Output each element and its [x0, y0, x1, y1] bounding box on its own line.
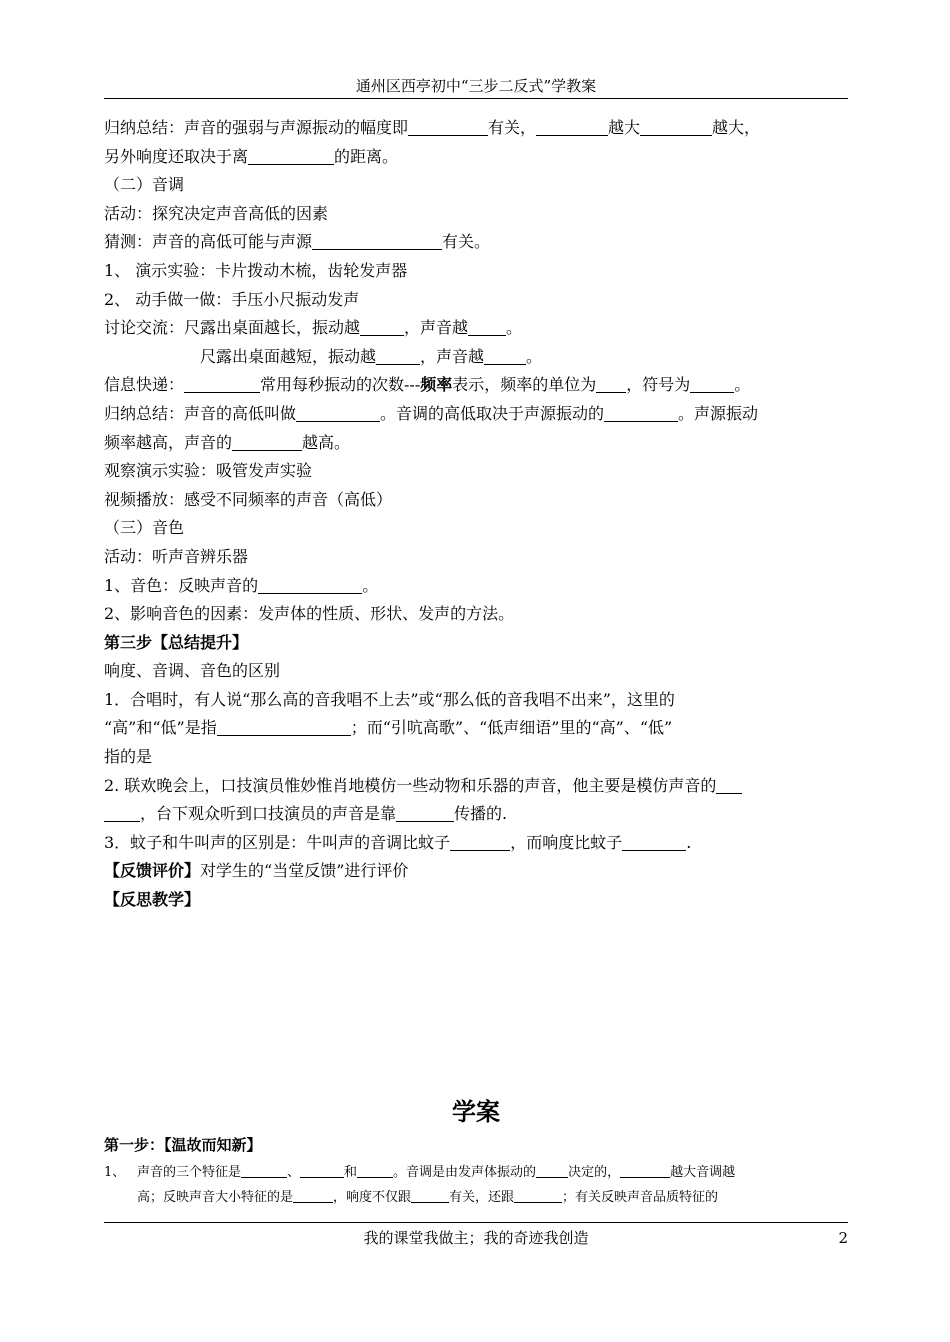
text-line: 响度、音调、音色的区别 [104, 661, 281, 681]
fill-blank [620, 1164, 670, 1178]
fill-blank [468, 319, 506, 336]
fill-blank [622, 834, 686, 851]
text-line: 归纳总结：声音的强弱与声源振动的幅度即 有关， 越大 越大， [104, 118, 761, 137]
page-footer [104, 1222, 848, 1248]
document-body [104, 114, 848, 1210]
question-line: “高”和“低”是指 ；而“引吭高歌”、“低声细语”里的“高”、“低” [104, 718, 673, 738]
text-line: 观察演示实验：吸管发声实验 [104, 461, 313, 481]
text-line: 频率越高，声音的 越高。 [104, 432, 351, 452]
fill-blank [411, 1189, 449, 1203]
fill-blank [690, 376, 734, 393]
text-line: 活动：听声音辨乐器 [104, 546, 249, 566]
fill-blank [293, 1189, 333, 1203]
text-line: 讨论交流：尺露出桌面越长，振动越 ，声音越 。 [104, 318, 523, 338]
fill-blank [484, 348, 526, 365]
fill-blank [360, 319, 404, 336]
text-line: 2、影响音色的因素：发声体的性质、形状、发声的方法。 [104, 604, 515, 624]
text-line: 信息快递： 常用每秒振动的次数---频率表示，频率的单位为 ，符号为 。 [104, 375, 751, 395]
text-line: 视频播放：感受不同频率的声音（高低） [104, 489, 393, 509]
page-header: 通州区西亭初中“三步二反式”学教案 [104, 76, 848, 99]
fill-blank [300, 1164, 344, 1178]
question-line: 1．合唱时，有人说“那么高的音我唱不上去”或“那么低的音我唱不出来”，这里的 [104, 689, 675, 709]
fill-blank [232, 434, 302, 451]
fill-blank [296, 405, 380, 422]
fill-blank [357, 1164, 393, 1178]
fill-blank [376, 348, 420, 365]
fill-blank [408, 119, 488, 136]
fill-blank [716, 777, 742, 794]
fill-blank [514, 1189, 562, 1203]
text-line: 2、 动手做一做：手压小尺振动发声 [104, 289, 360, 309]
section-heading: （三）音色 [104, 518, 185, 538]
fill-blank [596, 376, 626, 393]
fill-blank [217, 719, 351, 736]
question-line: ，台下观众听到口技演员的声音是靠 传播的. [104, 800, 848, 829]
spacer [104, 915, 848, 1094]
section-heading: （二）音调 [104, 175, 185, 195]
fill-blank [184, 376, 260, 393]
question-line: 高；反映声音大小特征的是 ，响度不仅跟 有关，还跟 ；有关反映声音品质特征的 [137, 1189, 719, 1205]
text-line: 1、 演示实验：卡片拨动木梳，齿轮发声器 [104, 260, 408, 280]
question-line: 指的是 [104, 747, 153, 767]
fill-blank [241, 1164, 287, 1178]
fill-blank [640, 119, 712, 136]
fill-blank [248, 148, 334, 165]
fill-blank [450, 834, 510, 851]
fill-blank [258, 577, 362, 594]
fill-blank [104, 805, 140, 822]
question-line: 1、 声音的三个特征是 、 和 。音调是由发声体振动的 决定的， 越大音调越 [104, 1164, 736, 1180]
xuean-title: 学案 [452, 1096, 500, 1126]
page-number: 2 [838, 1229, 848, 1247]
fill-blank [312, 233, 442, 250]
question-line: 2. 联欢晚会上，口技演员惟妙惟肖地模仿一些动物和乐器的声音，他主要是模仿声音的 [104, 772, 848, 801]
text-line: 1、音色：反映声音的 。 [104, 575, 379, 595]
text-line: 【反馈评价】对学生的“当堂反馈”进行评价 [104, 861, 409, 881]
step-heading: 第三步【总结提升】 [104, 632, 249, 652]
fill-blank [604, 405, 678, 422]
text-line: 猜测：声音的高低可能与声源 有关。 [104, 232, 491, 252]
question-line: 3．蚊子和牛叫声的区别是：牛叫声的音调比蚊子 ，而响度比蚊子 . [104, 832, 692, 852]
footer-motto: 我的课堂我做主；我的奇迹我创造 [363, 1229, 589, 1247]
fill-blank [536, 1164, 568, 1178]
text-line: 尺露出桌面越短，振动越 ，声音越 。 [200, 346, 543, 366]
fill-blank [536, 119, 608, 136]
step-heading: 【反思教学】 [104, 890, 201, 910]
fill-blank [396, 805, 454, 822]
text-line: 另外响度还取决于离 的距离。 [104, 146, 399, 166]
text-line: 归纳总结：声音的高低叫做 。音调的高低取决于声源振动的 。声源振动 [104, 403, 759, 423]
step-heading: 第一步：【温故而知新】 [104, 1135, 262, 1154]
text-line: 活动：探究决定声音高低的因素 [104, 203, 329, 223]
